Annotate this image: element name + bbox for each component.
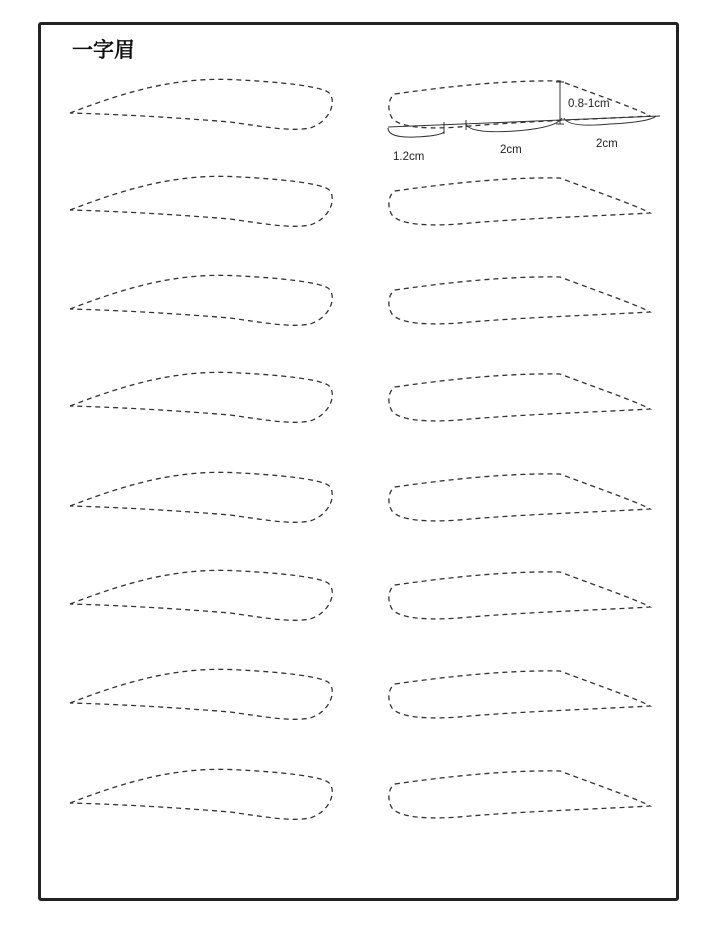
eyebrow-right-8 (389, 771, 650, 818)
bracket-head (388, 128, 444, 137)
eyebrow-left-1 (70, 79, 332, 129)
segment-ticks (444, 120, 466, 134)
eyebrow-right-2 (389, 178, 650, 225)
eyebrow-left-4 (70, 372, 332, 422)
eyebrow-left-8 (70, 769, 332, 819)
eyebrow-right-3 (389, 277, 650, 324)
page-title: 一字眉 (72, 38, 135, 62)
eyebrow-right-1 (389, 81, 650, 128)
eyebrow-left-3 (70, 275, 332, 325)
eyebrow-left-7 (70, 669, 332, 719)
baseline (388, 116, 660, 127)
eyebrow-right-7 (389, 671, 650, 718)
head-length-label: 1.2cm (393, 151, 425, 163)
eyebrow-right-4 (389, 374, 650, 421)
eyebrow-left-2 (70, 176, 332, 226)
eyebrow-left-5 (70, 472, 332, 522)
eyebrow-right-5 (389, 474, 650, 521)
tail-length-label: 2cm (596, 138, 618, 150)
eyebrow-right-6 (389, 572, 650, 619)
bracket-tail (564, 116, 656, 125)
height-label: 0.8-1cm (568, 98, 610, 110)
eyebrow-left-6 (70, 570, 332, 620)
middle-length-label: 2cm (500, 144, 522, 156)
